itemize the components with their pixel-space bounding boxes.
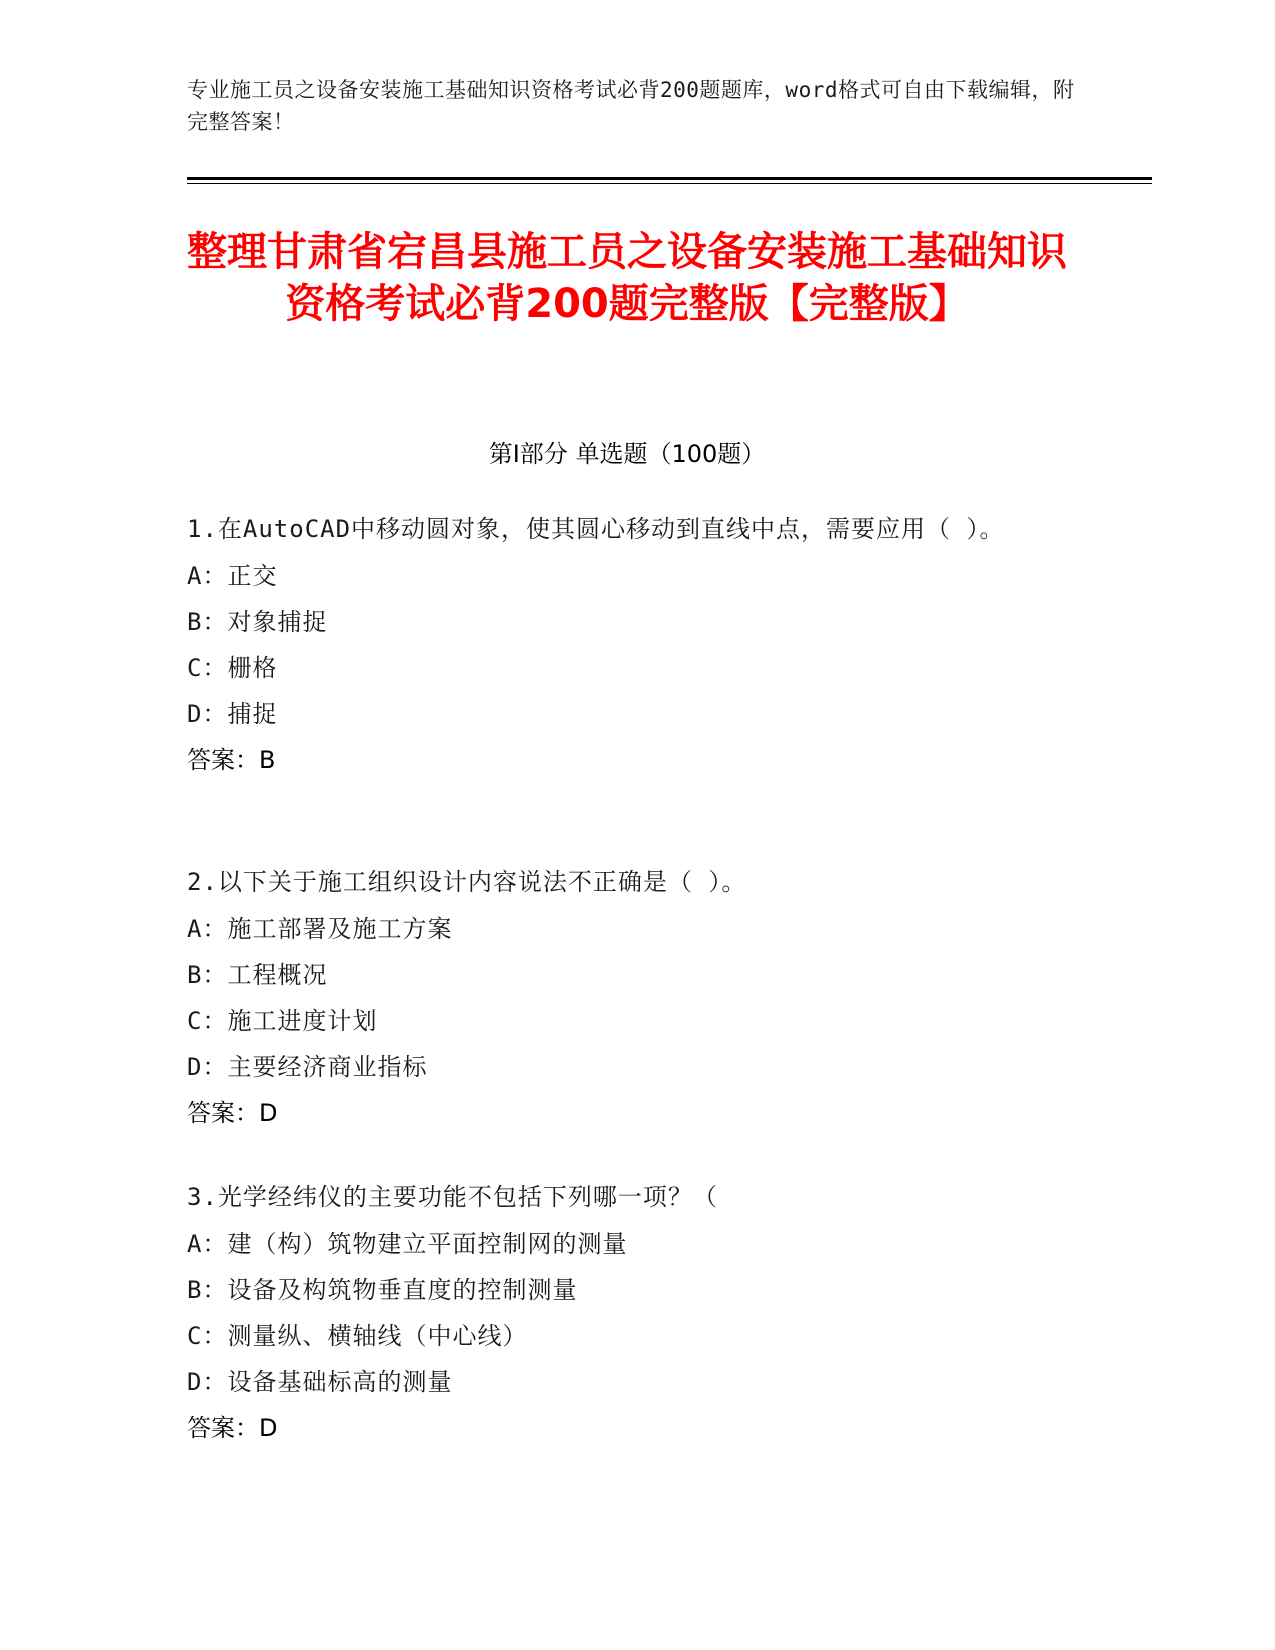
option-a: A：施工部署及施工方案	[187, 915, 453, 943]
answer-line: 答案：B	[187, 746, 276, 774]
answer-line: 答案：D	[187, 1414, 278, 1442]
header-rule-thin	[187, 183, 1152, 184]
answer-line: 答案：D	[187, 1099, 278, 1127]
option-a: A：建（构）筑物建立平面控制网的测量	[187, 1230, 628, 1258]
option-d: D：捕捉	[187, 700, 278, 728]
option-a: A：正交	[187, 562, 278, 590]
question-stem: 1.在AutoCAD中移动圆对象，使其圆心移动到直线中点，需要应用（ ）。	[187, 515, 1005, 543]
question-1	[187, 506, 1067, 783]
option-b: B：工程概况	[187, 961, 328, 989]
option-b: B：设备及构筑物垂直度的控制测量	[187, 1276, 578, 1304]
option-c: C：施工进度计划	[187, 1007, 378, 1035]
question-stem: 3.光学经纬仪的主要功能不包括下列哪一项？（	[187, 1183, 718, 1211]
section-title: 第Ⅰ部分 单选题（100题）	[488, 440, 766, 468]
document-title: 整理甘肃省宕昌县施工员之设备安装施工基础知识资格考试必背200题完整版【完整版】	[187, 229, 1067, 327]
option-d: D：主要经济商业指标	[187, 1053, 428, 1081]
question-3	[187, 1174, 1067, 1451]
option-d: D：设备基础标高的测量	[187, 1368, 453, 1396]
question-2	[187, 859, 1067, 1136]
question-stem: 2.以下关于施工组织设计内容说法不正确是（ ）。	[187, 868, 747, 896]
header-note: 专业施工员之设备安装施工基础知识资格考试必背200题题库，word格式可自由下载编辑，附完整答案！	[187, 78, 1075, 134]
option-c: C：测量纵、横轴线（中心线）	[187, 1322, 528, 1350]
option-b: B：对象捕捉	[187, 608, 328, 636]
header-rule-thick	[187, 177, 1152, 180]
option-c: C：栅格	[187, 654, 278, 682]
